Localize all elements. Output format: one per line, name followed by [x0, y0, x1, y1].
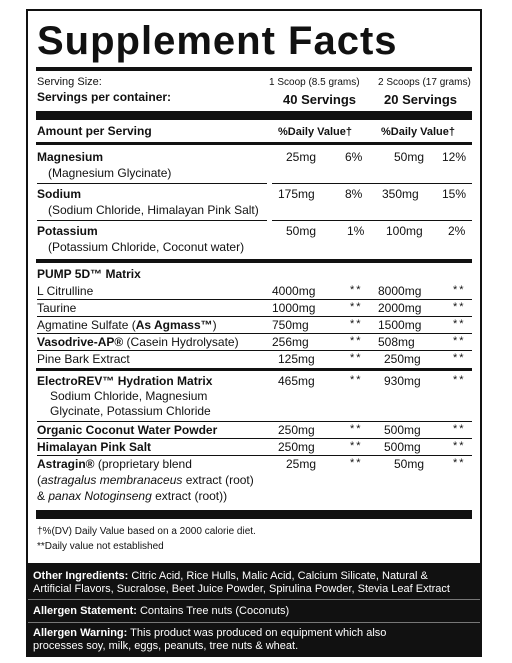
amount-1: 125mg — [278, 352, 315, 366]
daily-value-header-2: %Daily Value† — [381, 126, 455, 138]
footnote-daily-value: †%(DV) Daily Value based on a 2000 calorie diet. — [37, 526, 256, 537]
daily-value-2: ** — [453, 318, 466, 330]
ingredient-name: L Citrulline — [37, 284, 94, 298]
amount-1: 25mg — [286, 150, 317, 164]
daily-value-1: ** — [350, 457, 363, 469]
nutrient-name: Potassium — [37, 224, 98, 238]
amount-2: 500mg — [384, 423, 421, 437]
astragin-name: Astragin® (proprietary blend — [37, 457, 192, 471]
thick-divider — [36, 111, 472, 120]
serving-size-2: 2 Scoops (17 grams) — [378, 77, 471, 88]
nutrient-source: (Potassium Chloride, Coconut water) — [48, 240, 245, 254]
daily-value-1: ** — [350, 440, 363, 452]
electrorev-line-2: Glycinate, Potassium Chloride — [50, 404, 211, 418]
ingredient-name: Himalayan Pink Salt — [37, 440, 152, 454]
astragin-line-2: (astragalus membranaceus extract (root) — [37, 473, 254, 487]
daily-value-header-1: %Daily Value† — [278, 126, 352, 138]
amount-1: 465mg — [278, 374, 315, 388]
row-divider — [272, 183, 472, 184]
thick-divider — [36, 510, 472, 519]
supplement-facts-panel — [26, 9, 482, 657]
daily-value-1: ** — [350, 352, 363, 364]
allergen-warning-line-1: Allergen Warning: This product was produced on equipment which also — [33, 627, 387, 639]
astragin-line-3: & panax Notoginseng extract (root)) — [37, 489, 228, 503]
daily-value-1: ** — [350, 423, 363, 435]
amount-1: 750mg — [272, 318, 309, 332]
amount-per-serving-label: Amount per Serving — [37, 124, 152, 138]
daily-value-2: ** — [453, 284, 466, 296]
row-divider — [37, 350, 472, 351]
daily-value-2: ** — [453, 374, 466, 386]
ingredient-name: Agmatine Sulfate (As Agmass™) — [37, 318, 217, 332]
footnote-not-established: **Daily value not established — [37, 541, 164, 552]
daily-value-1: 6% — [345, 150, 363, 164]
electrorev-heading: ElectroREV™ Hydration Matrix — [37, 374, 213, 388]
row-divider — [37, 333, 472, 334]
daily-value-2: 12% — [442, 150, 467, 164]
nutrient-name: Magnesium — [37, 150, 104, 164]
amount-2: 350mg — [382, 187, 419, 201]
amount-1: 175mg — [278, 187, 315, 201]
ingredient-name: Taurine — [37, 301, 77, 315]
nutrient-name: Sodium — [37, 187, 81, 201]
section-divider — [36, 368, 472, 371]
servings-2: 20 Servings — [384, 92, 457, 107]
section-divider — [36, 259, 472, 263]
other-ingredients-line-2: Artificial Flavors, Sucralose, Beet Juice Powder, Spirulina Powder, Stevia Leaf Extract — [33, 583, 450, 595]
daily-value-2: ** — [453, 440, 466, 452]
daily-value-1: ** — [350, 301, 363, 313]
info-box — [28, 563, 480, 657]
allergen-statement: Allergen Statement: Contains Tree nuts (Coconuts) — [33, 605, 290, 617]
amount-1: 4000mg — [272, 284, 316, 298]
amount-2: 50mg — [394, 150, 425, 164]
ingredient-name: Pine Bark Extract — [37, 352, 130, 366]
nutrient-source: (Magnesium Glycinate) — [48, 166, 172, 180]
allergen-warning-line-2: processes soy, milk, eggs, peanuts, tree nuts & wheat. — [33, 640, 299, 652]
daily-value-2: ** — [453, 457, 466, 469]
daily-value-2: ** — [453, 423, 466, 435]
panel-title: Supplement Facts — [37, 19, 398, 63]
amount-1: 25mg — [286, 457, 317, 471]
amount-1: 250mg — [278, 440, 315, 454]
amount-2: 2000mg — [378, 301, 422, 315]
electrorev-line-1: Sodium Chloride, Magnesium — [50, 389, 208, 403]
daily-value-2: ** — [453, 335, 466, 347]
daily-value-2: ** — [453, 301, 466, 313]
ingredient-name: Organic Coconut Water Powder — [37, 423, 218, 437]
row-divider — [37, 220, 267, 221]
servings-per-container-label: Servings per container: — [37, 90, 172, 104]
row-divider — [37, 455, 472, 456]
amount-2: 250mg — [384, 352, 421, 366]
serving-size-label: Serving Size: — [37, 76, 102, 88]
header-divider — [36, 142, 472, 145]
title-divider — [36, 67, 472, 71]
servings-1: 40 Servings — [283, 92, 356, 107]
amount-2: 50mg — [394, 457, 425, 471]
daily-value-1: 1% — [347, 224, 365, 238]
row-divider — [37, 299, 472, 300]
row-divider — [272, 220, 472, 221]
amount-1: 256mg — [272, 335, 309, 349]
daily-value-1: ** — [350, 284, 363, 296]
amount-1: 250mg — [278, 423, 315, 437]
daily-value-2: ** — [453, 352, 466, 364]
daily-value-1: ** — [350, 374, 363, 386]
info-divider — [28, 622, 480, 623]
serving-size-1: 1 Scoop (8.5 grams) — [269, 77, 360, 88]
ingredient-name: Vasodrive-AP® (Casein Hydrolysate) — [37, 335, 239, 349]
info-divider — [28, 599, 480, 600]
amount-1: 1000mg — [272, 301, 316, 315]
amount-2: 508mg — [378, 335, 415, 349]
amount-2: 930mg — [384, 374, 421, 388]
daily-value-2: 15% — [442, 187, 467, 201]
daily-value-1: 8% — [345, 187, 363, 201]
row-divider — [37, 316, 472, 317]
row-divider — [37, 421, 472, 422]
amount-1: 50mg — [286, 224, 317, 238]
row-divider — [37, 438, 472, 439]
amount-2: 100mg — [386, 224, 423, 238]
daily-value-1: ** — [350, 335, 363, 347]
row-divider — [37, 183, 267, 184]
amount-2: 1500mg — [378, 318, 422, 332]
pump-matrix-heading: PUMP 5D™ Matrix — [37, 267, 141, 281]
other-ingredients-line-1: Other Ingredients: Citric Acid, Rice Hulls, Malic Acid, Calcium Silicate, Natural & — [33, 570, 428, 582]
amount-2: 8000mg — [378, 284, 422, 298]
amount-2: 500mg — [384, 440, 421, 454]
nutrient-source: (Sodium Chloride, Himalayan Pink Salt) — [48, 203, 259, 217]
daily-value-1: ** — [350, 318, 363, 330]
daily-value-2: 2% — [448, 224, 466, 238]
